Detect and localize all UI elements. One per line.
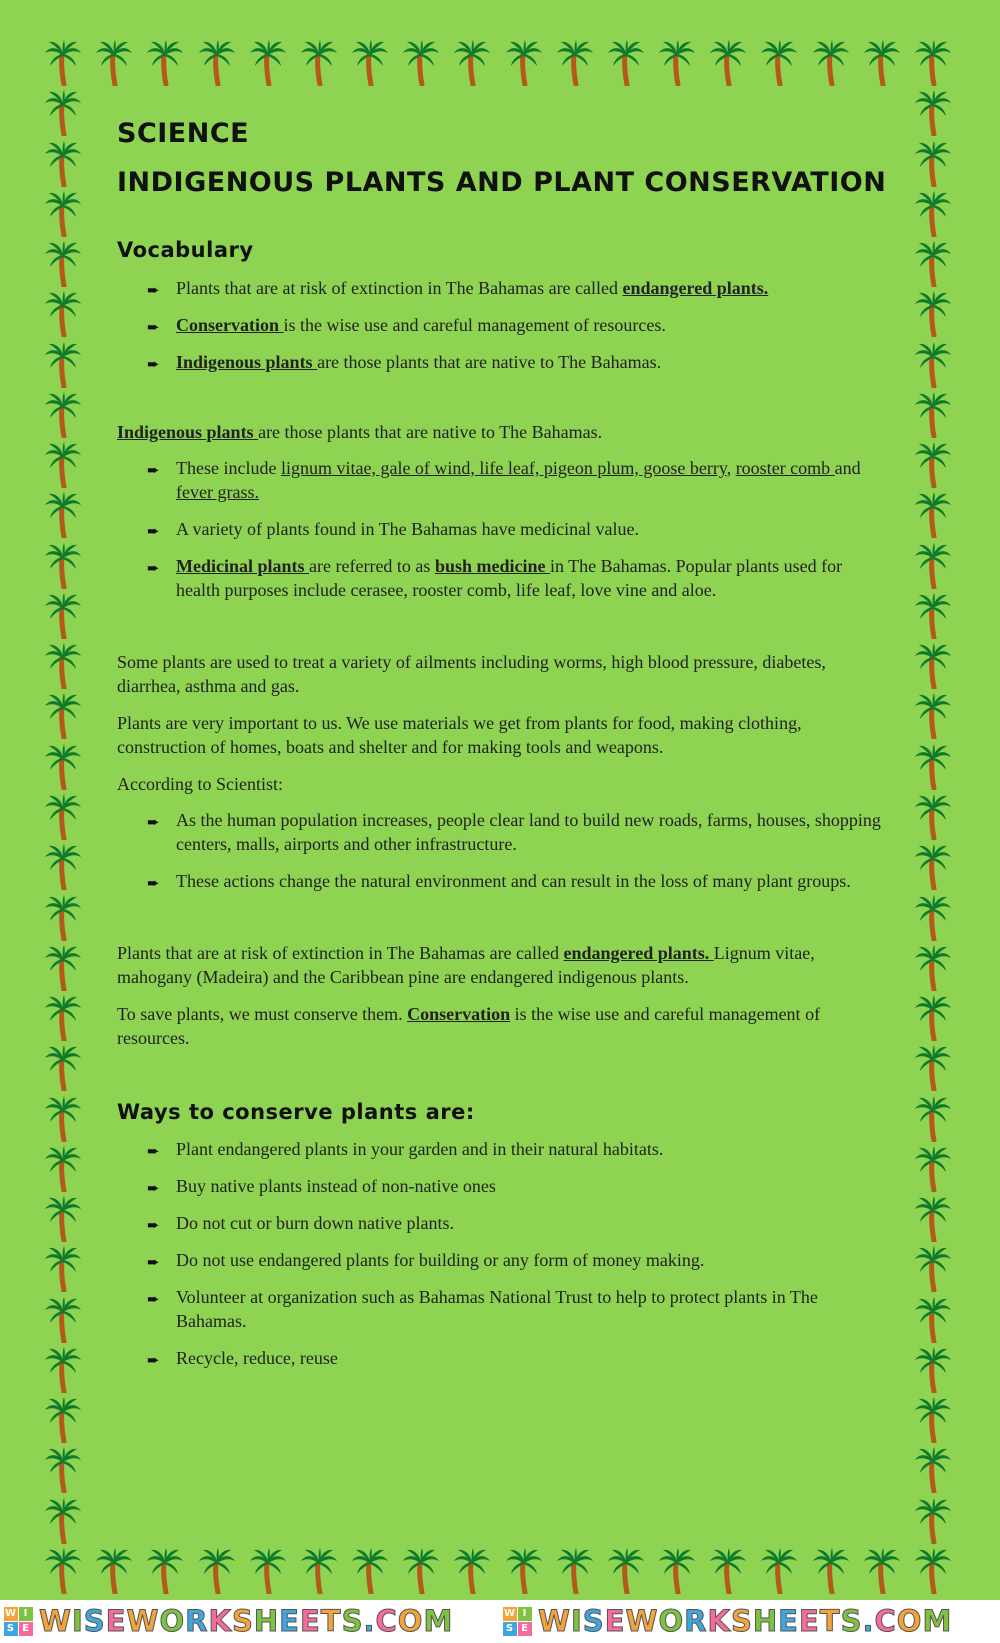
wiseworksheets-logo-icon: W I S E — [503, 1607, 532, 1636]
palm-tree-icon — [914, 543, 952, 589]
palm-tree-icon — [914, 844, 952, 890]
palm-tree-icon — [914, 643, 952, 689]
palm-tree-icon — [44, 1196, 82, 1242]
palm-tree-icon — [556, 1548, 594, 1594]
arrow-bullet-icon: ➨ — [147, 357, 160, 373]
palm-tree-icon — [351, 1548, 389, 1594]
palm-tree-icon — [44, 794, 82, 840]
list-item: ➨ Buy native plants instead of non-native ones — [147, 1174, 887, 1198]
endangered-paragraph: Plants that are at risk of extinction in The Bahamas are called endangered plants. Lignum vitae, mahogany (Madeira) and the Caribbean pine are endangered indigenous plants. — [117, 943, 815, 987]
watermark-text: WISEWORKSHEETS.COM — [39, 1604, 454, 1638]
list-item: ➨ Indigenous plants are those plants that are native to The Bahamas. — [147, 350, 887, 374]
arrow-bullet-icon: ➨ — [147, 1353, 160, 1369]
palm-tree-icon — [300, 40, 338, 86]
palm-tree-icon — [44, 241, 82, 287]
palm-tree-icon — [44, 1146, 82, 1192]
arrow-bullet-icon: ➨ — [147, 561, 160, 577]
palm-tree-icon — [914, 1548, 952, 1594]
palm-tree-icon — [914, 342, 952, 388]
palm-tree-icon — [44, 40, 82, 86]
palm-tree-icon — [198, 1548, 236, 1594]
palm-tree-icon — [914, 895, 952, 941]
palm-tree-icon — [914, 995, 952, 1041]
palm-tree-icon — [863, 40, 901, 86]
list-item: ➨ Recycle, reduce, reuse — [147, 1346, 887, 1370]
palm-tree-icon — [44, 744, 82, 790]
palm-tree-icon — [453, 1548, 491, 1594]
ailments-paragraph: Some plants are used to treat a variety of ailments including worms, high blood pressure, diabetes, diarrhea, asthma and gas. — [117, 652, 826, 696]
list-item: ➨ These actions change the natural environment and can result in the loss of many plant groups. — [147, 869, 887, 893]
palm-tree-icon — [914, 945, 952, 991]
arrow-bullet-icon: ➨ — [147, 1292, 160, 1308]
palm-tree-icon — [658, 40, 696, 86]
palm-tree-icon — [505, 1548, 543, 1594]
palm-tree-icon — [44, 693, 82, 739]
palm-tree-icon — [351, 40, 389, 86]
palm-tree-icon — [95, 1548, 133, 1594]
list-item: ➨ Conservation is the wise use and careful management of resources. — [147, 313, 887, 337]
palm-tree-icon — [146, 1548, 184, 1594]
wiseworksheets-logo-icon: W I S E — [4, 1607, 33, 1636]
arrow-bullet-icon: ➨ — [147, 463, 160, 479]
list-item: ➨ Medicinal plants are referred to as bush medicine in The Bahamas. Popular plants used for health purposes include cerasee, rooster comb, life leaf, love vine and aloe. — [147, 556, 843, 600]
palm-tree-icon — [44, 643, 82, 689]
palm-tree-icon — [44, 844, 82, 890]
palm-tree-icon — [249, 40, 287, 86]
palm-tree-icon — [914, 1196, 952, 1242]
palm-tree-icon — [914, 1146, 952, 1192]
indigenous-intro: Indigenous plants are those plants that are native to The Bahamas. — [117, 422, 603, 442]
watermark — [503, 1604, 952, 1638]
palm-tree-icon — [812, 40, 850, 86]
worksheet-content — [117, 118, 887, 1370]
palm-tree-icon — [709, 40, 747, 86]
palm-tree-icon — [44, 492, 82, 538]
palm-tree-icon — [914, 593, 952, 639]
vocabulary-list — [117, 276, 887, 374]
palm-tree-icon — [44, 945, 82, 991]
list-item: ➨ Do not cut or burn down native plants. — [147, 1211, 887, 1235]
palm-tree-icon — [44, 392, 82, 438]
palm-tree-icon — [44, 141, 82, 187]
palm-tree-icon — [402, 40, 440, 86]
watermark — [4, 1604, 453, 1638]
palm-tree-icon — [914, 40, 952, 86]
palm-tree-icon — [914, 141, 952, 187]
palm-tree-icon — [44, 442, 82, 488]
palm-tree-icon — [556, 40, 594, 86]
palm-tree-icon — [914, 1246, 952, 1292]
palm-tree-icon — [914, 1498, 952, 1544]
palm-tree-icon — [914, 744, 952, 790]
palm-tree-icon — [146, 40, 184, 86]
list-item: ➨ Volunteer at organization such as Bahamas National Trust to help to protect plants in The Bahamas. — [147, 1287, 818, 1331]
palm-tree-icon — [249, 1548, 287, 1594]
palm-tree-icon — [914, 492, 952, 538]
palm-tree-icon — [44, 1045, 82, 1091]
palm-tree-icon — [453, 40, 491, 86]
arrow-bullet-icon: ➨ — [147, 524, 160, 540]
arrow-bullet-icon: ➨ — [147, 1144, 160, 1160]
palm-tree-icon — [402, 1548, 440, 1594]
palm-tree-icon — [44, 593, 82, 639]
palm-tree-icon — [760, 1548, 798, 1594]
arrow-bullet-icon: ➨ — [147, 876, 160, 892]
palm-tree-icon — [914, 392, 952, 438]
palm-tree-icon — [44, 1246, 82, 1292]
palm-tree-icon — [44, 1498, 82, 1544]
palm-tree-icon — [44, 1397, 82, 1443]
ways-heading: Ways to conserve plants are: — [117, 1100, 475, 1124]
palm-tree-icon — [914, 442, 952, 488]
palm-tree-icon — [44, 1347, 82, 1393]
palm-tree-icon — [914, 693, 952, 739]
subject-heading: SCIENCE — [117, 118, 250, 149]
list-item: ➨ These include lignum vitae, gale of wind, life leaf, pigeon plum, goose berry, rooster comb and fever grass. — [147, 458, 861, 502]
palm-tree-icon — [914, 90, 952, 136]
palm-tree-icon — [607, 1548, 645, 1594]
scientist-list — [117, 808, 887, 893]
palm-tree-icon — [607, 40, 645, 86]
palm-tree-icon — [44, 543, 82, 589]
palm-tree-icon — [44, 191, 82, 237]
palm-tree-icon — [914, 1297, 952, 1343]
arrow-bullet-icon: ➨ — [147, 815, 160, 831]
palm-tree-icon — [760, 40, 798, 86]
list-item: ➨ Do not use endangered plants for building or any form of money making. — [147, 1248, 887, 1272]
list-item: ➨ As the human population increases, people clear land to build new roads, farms, houses, shopping centers, malls, airports and other infrastructure. — [147, 810, 881, 854]
palm-tree-icon — [709, 1548, 747, 1594]
palm-tree-icon — [914, 191, 952, 237]
palm-tree-icon — [44, 1096, 82, 1142]
watermark-text: WISEWORKSHEETS.COM — [538, 1604, 953, 1638]
conservation-paragraph: To save plants, we must conserve them. Conservation is the wise use and careful management of resources. — [117, 1004, 821, 1048]
palm-tree-icon — [914, 241, 952, 287]
palm-tree-icon — [914, 1347, 952, 1393]
palm-tree-icon — [198, 40, 236, 86]
palm-tree-icon — [914, 1397, 952, 1443]
list-item: ➨ A variety of plants found in The Bahamas have medicinal value. — [147, 517, 887, 541]
palm-tree-icon — [812, 1548, 850, 1594]
palm-tree-icon — [300, 1548, 338, 1594]
palm-tree-icon — [44, 1297, 82, 1343]
palm-tree-icon — [44, 90, 82, 136]
palm-tree-icon — [505, 40, 543, 86]
watermark-footer — [0, 1600, 1000, 1643]
palm-tree-icon — [44, 342, 82, 388]
arrow-bullet-icon: ➨ — [147, 1181, 160, 1197]
arrow-bullet-icon: ➨ — [147, 1255, 160, 1271]
list-item: ➨ Plants that are at risk of extinction in The Bahamas are called endangered plants. — [147, 276, 887, 300]
page-title: INDIGENOUS PLANTS AND PLANT CONSERVATION — [117, 167, 887, 198]
palm-tree-icon — [914, 1045, 952, 1091]
palm-tree-icon — [44, 291, 82, 337]
palm-tree-icon — [863, 1548, 901, 1594]
indigenous-list — [117, 456, 887, 602]
list-item: ➨ Plant endangered plants in your garden and in their natural habitats. — [147, 1137, 887, 1161]
palm-tree-icon — [44, 1447, 82, 1493]
palm-tree-icon — [658, 1548, 696, 1594]
palm-tree-icon — [44, 895, 82, 941]
vocabulary-heading: Vocabulary — [117, 238, 254, 262]
arrow-bullet-icon: ➨ — [147, 283, 160, 299]
palm-tree-icon — [95, 40, 133, 86]
ways-list — [117, 1137, 887, 1370]
palm-tree-icon — [44, 1548, 82, 1594]
palm-tree-icon — [914, 1096, 952, 1142]
palm-tree-icon — [914, 291, 952, 337]
palm-tree-icon — [44, 995, 82, 1041]
arrow-bullet-icon: ➨ — [147, 1218, 160, 1234]
arrow-bullet-icon: ➨ — [147, 320, 160, 336]
scientist-paragraph: According to Scientist: — [117, 774, 283, 794]
palm-tree-icon — [914, 794, 952, 840]
importance-paragraph: Plants are very important to us. We use materials we get from plants for food, making clothing, construction of homes, boats and shelter and for making tools and weapons. — [117, 713, 802, 757]
palm-tree-icon — [914, 1447, 952, 1493]
